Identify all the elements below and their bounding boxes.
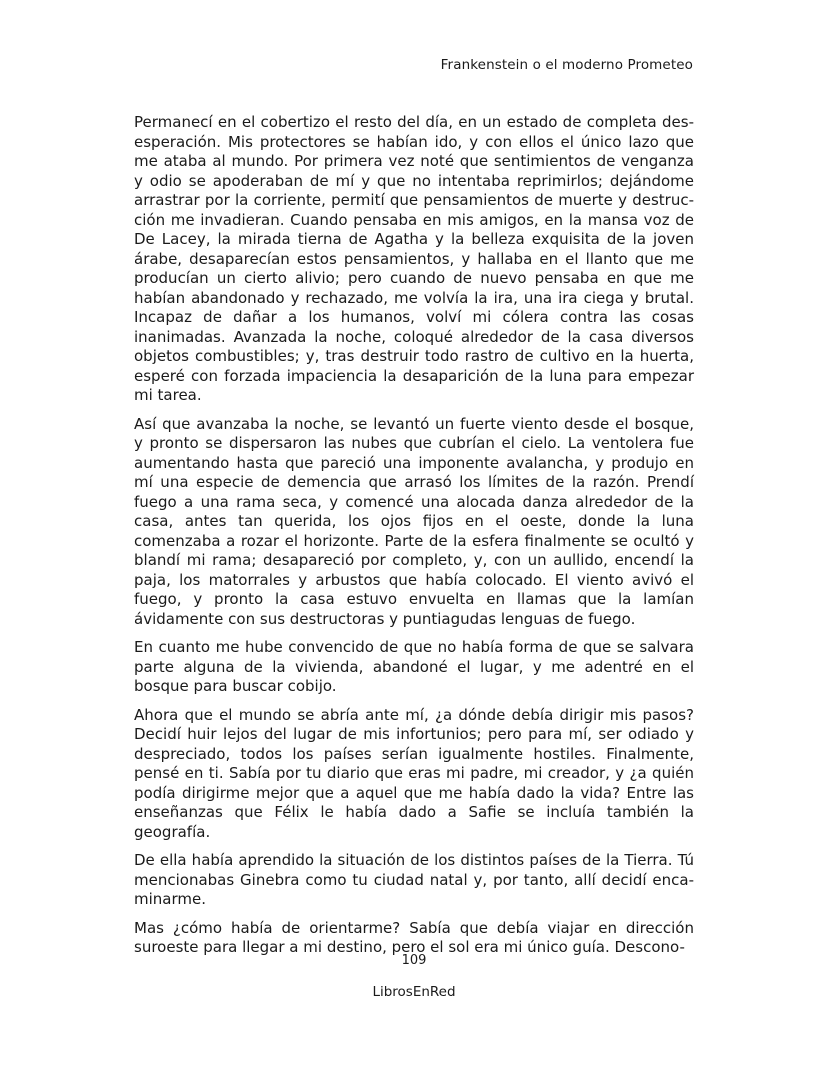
- paragraph: Así que avanzaba la noche, se levantó un fuerte viento desde el bosque, y pronto se dispersaron las nubes que cubrían el cielo. La ventolera fue aumentando hasta que pareció una imponente avalancha, y produjo en mí una especie de demencia que arrasó los límites de la razón. Prendí fuego a una rama seca, y comencé una alocada danza alrededor de la casa, antes tan querida, los ojos fijos en el oeste, donde la luna comenzaba a rozar el horizonte. Parte de la esfera finalmente se ocultó y blandí mi rama; desapareció por completo, y, con un aullido, encendí la paja, los matorrales y arbustos que había colocado. El viento avivó el fuego, y pronto la casa estuvo envuelta en llamas que la lamían ávidamente con sus destructoras y puntiagudas lenguas de fuego.: [134, 414, 694, 628]
- paragraph: Ahora que el mundo se abría ante mí, ¿a dónde debía dirigir mis pasos? Decidí huir lejos del lugar de mis infortunios; pero para mí, ser odiado y despreciado, todos los países serían igualmente hostiles. Finalmente, pensé en ti. Sabía por tu diario que eras mi padre, mi creador, y ¿a quién podía dirigirme mejor que a aquel que me había dado la vida? Entre las enseñanzas que Félix le había dado a Safie se incluía también la geografía.: [134, 705, 694, 841]
- page-number: 109: [401, 953, 427, 968]
- paragraph: Mas ¿cómo había de orientarme? Sabía que debía viajar en dirección suroeste para llegar a mi destino, pero el sol era mi único guía. Descono-: [134, 918, 694, 956]
- body-text: [134, 113, 694, 967]
- paragraph: Permanecí en el cobertizo el resto del día, en un estado de completa desesperación. Mis protectores se habían ido, y con ellos el único lazo que me ataba al mundo. Por primera vez noté que sentimientos de venganza y odio se apoderaban de mí y que no intentaba reprimirlos; dejándome arrastrar por la corriente, permití que pensamientos de muerte y destrucción me invadieran. Cuando pensaba en mis amigos, en la mansa voz de De Lacey, la mirada tierna de Agatha y la belleza exquisita de la joven árabe, desaparecían estos pensamientos, y hallaba en el llanto que me producían un cierto alivio; pero cuando de nuevo pensaba en que me habían abandonado y rechazado, me volvía la ira, una ira ciega y brutal. Incapaz de dañar a los humanos, volví mi cólera contra las cosas inanimadas. Avanzada la noche, coloqué alrededor de la casa diversos objetos combustibles; y, tras destruir todo rastro de cultivo en la huerta, esperé con forzada impaciencia la desaparición de la luna para empezar mi tarea.: [134, 113, 694, 404]
- paragraph: En cuanto me hube convencido de que no había forma de que se salvara parte alguna de la vivienda, abandoné el lugar, y me adentré en el bosque para buscar cobijo.: [134, 638, 694, 695]
- publisher-name: LibrosEnRed: [372, 984, 456, 1000]
- paragraph: De ella había aprendido la situación de los distintos países de la Tierra. Tú mencionabas Ginebra como tu ciudad natal y, por tanto, allí decidí encaminarme.: [134, 851, 694, 908]
- running-header-title: Frankenstein o el moderno Prometeo: [440, 57, 693, 73]
